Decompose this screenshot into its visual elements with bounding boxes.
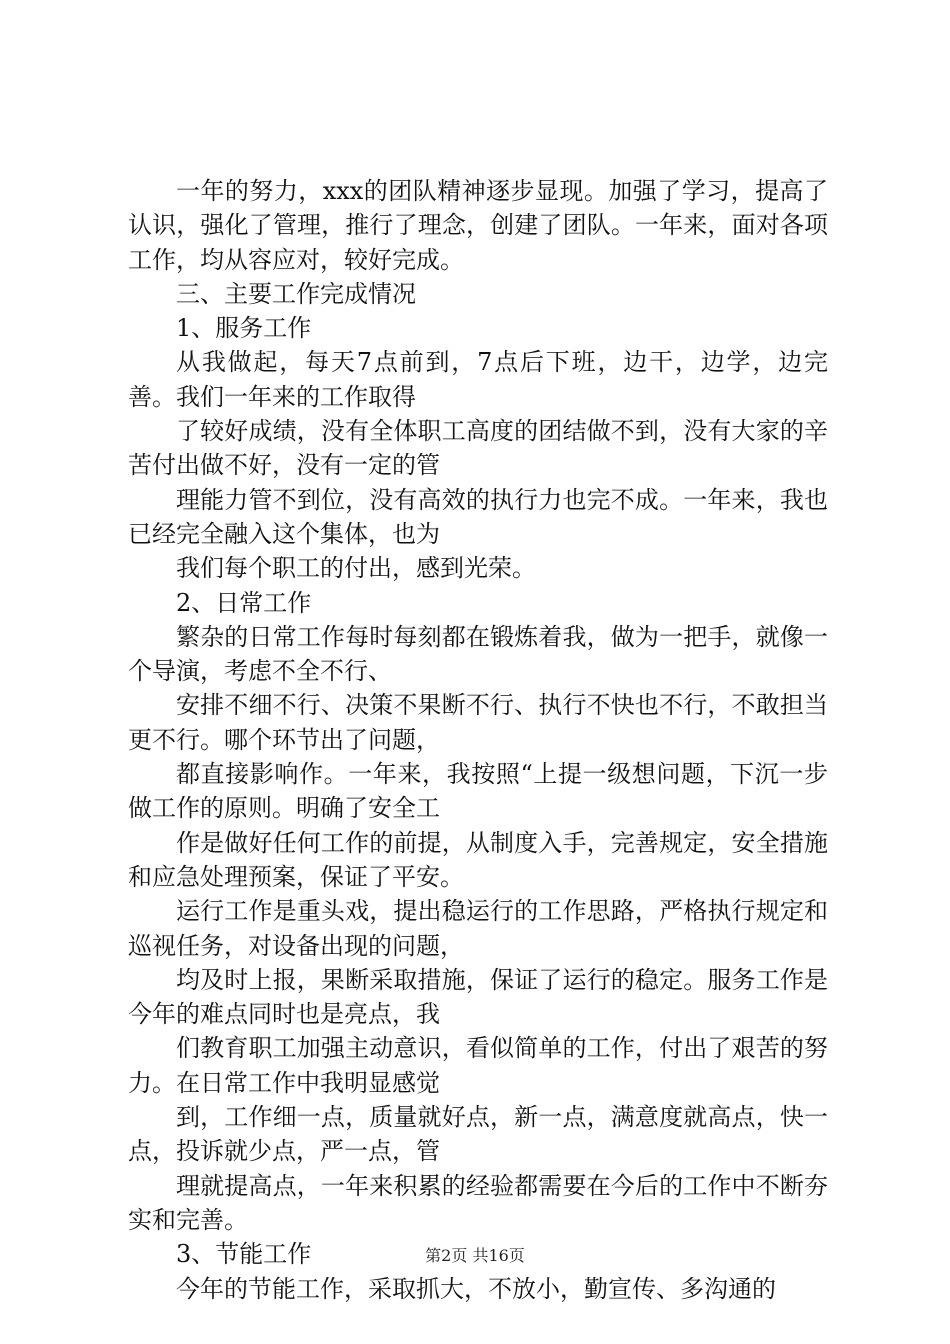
subheading-service-work: 1、服务工作 <box>176 314 312 343</box>
paragraph-daily-7: 们教育职工加强主动意识，看似简单的工作，付出了艰苦的努力。在日常工作中我明显感觉 <box>128 1034 828 1097</box>
paragraph-service-2: 了较好成绩，没有全体职工高度的团结做不到，没有大家的辛苦付出做不好，没有一定的管 <box>128 417 828 480</box>
paragraph-daily-6: 均及时上报，果断采取措施，保证了运行的稳定。服务工作是今年的难点同时也是亮点，我 <box>128 965 828 1029</box>
subheading-daily-work: 2、日常工作 <box>176 588 312 617</box>
paragraph-daily-9: 理就提高点，一年来积累的经验都需要在今后的工作中不断夯实和完善。 <box>128 1171 828 1234</box>
page-indicator: 第2页 共16页 <box>425 1246 525 1265</box>
paragraph-daily-4: 作是做好任何工作的前提，从制度入手，完善规定，安全措施和应急处理预案，保证了平安。 <box>128 828 828 891</box>
section-heading-main-work: 三、主要工作完成情况 <box>176 279 416 308</box>
page-footer <box>0 1244 950 1268</box>
paragraph-service-3: 理能力管不到位，没有高效的执行力也完不成。一年来，我也已经完全融入这个集体，也为 <box>128 485 828 548</box>
paragraph-service-1: 从我做起，每天7点前到，7点后下班，边干，边学，边完善。我们一年来的工作取得 <box>128 348 828 411</box>
paragraph-daily-1: 繁杂的日常工作每时每刻都在锻炼着我，做为一把手，就像一个导演，考虑不全不行、 <box>128 622 828 686</box>
paragraph-energy-1: 今年的节能工作，采取抓大，不放小，勤宣传、多沟通的 <box>176 1274 776 1303</box>
paragraph-daily-3: 都直接影响作。一年来，我按照“上提一级想问题，下沉一步做工作的原则。明确了安全工 <box>128 760 828 823</box>
document-body <box>128 174 828 1306</box>
subheading-energy-saving: 3、节能工作 <box>176 1240 312 1269</box>
paragraph-service-4: 我们每个职工的付出，感到光荣。 <box>176 554 536 583</box>
paragraph-team-spirit: 一年的努力，xxx的团队精神逐步显现。加强了学习，提高了认识，强化了管理，推行了理念，创建了团队。一年来，面对各项工作，均从容应对，较好完成。 <box>128 177 828 274</box>
paragraph-daily-8: 到，工作细一点，质量就好点，新一点，满意度就高点，快一点，投诉就少点，严一点，管 <box>128 1103 828 1166</box>
paragraph-daily-2: 安排不细不行、决策不果断不行、执行不快也不行，不敢担当更不行。哪个环节出了问题， <box>128 691 828 754</box>
paragraph-daily-5: 运行工作是重头戏，提出稳运行的工作思路，严格执行规定和巡视任务，对设备出现的问题， <box>128 897 828 960</box>
